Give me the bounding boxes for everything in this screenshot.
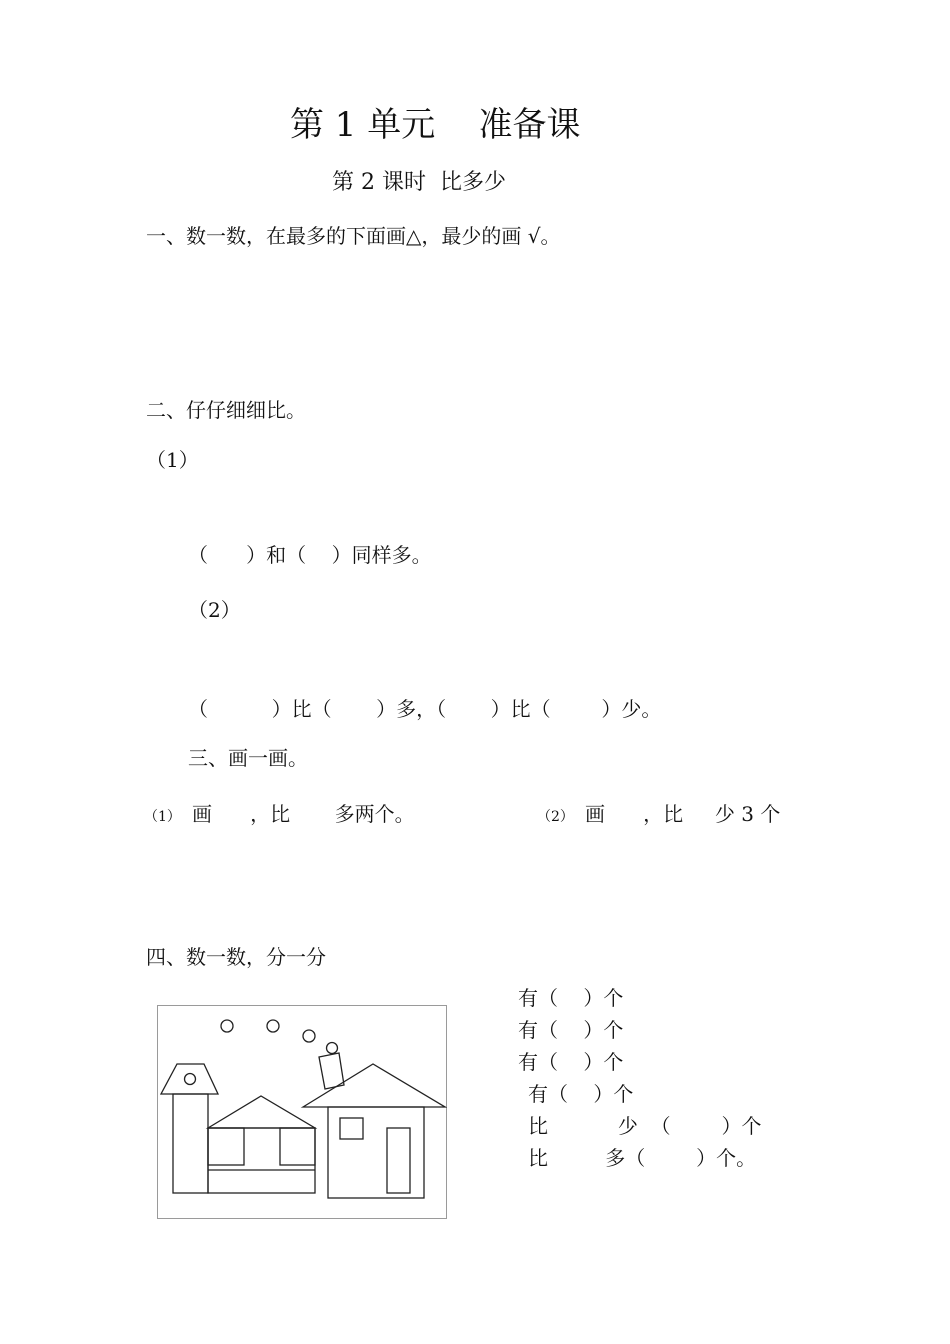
answer-line: 有（ ）个 [528,1082,634,1106]
circle-shape [185,1074,196,1085]
house-shapes-figure [157,1005,447,1219]
question-4-heading: 四、数一数，分一分 [146,945,326,969]
question-3-part-2-text: 画 ，比 少 3 个 [585,802,781,826]
window-square [280,1128,315,1165]
question-2-part-2-sentence: （ ）比（ ）多，（ ）比（ ）少。 [188,697,662,721]
circle-shape [267,1020,279,1032]
question-3-heading: 三、画一画。 [188,746,308,770]
question-1: 一、数一数，在最多的下面画△，最少的画 √。 [146,224,561,248]
circle-shape [303,1030,315,1042]
left-house-body [208,1128,315,1193]
window-square [208,1128,244,1165]
left-roof-triangle [208,1096,315,1128]
circle-shape [221,1020,233,1032]
figure-frame [158,1006,447,1219]
question-2-part-1-sentence: （ ）和（ ）同样多。 [188,543,432,567]
window-square [340,1118,363,1139]
question-2-part-2-label: （2） [188,598,241,622]
question-3-part-1-text: 画 ，比 多两个。 [192,802,415,826]
answer-line: 有（ ）个 [518,1050,624,1074]
lesson-subtitle: 第 2 课时 比多少 [332,170,506,195]
answer-line: 有（ ）个 [518,1018,624,1042]
tower-roof-trapezoid [161,1064,218,1094]
answer-line: 比 少 （ ）个 [528,1114,762,1138]
answer-line: 有（ ）个 [518,986,624,1010]
question-3-part-1-label: （1） [144,809,181,825]
question-3-part-2-label: （2） [537,809,574,825]
door-rectangle [387,1128,410,1193]
page-title: 第 1 单元 准备课 [290,105,581,145]
answer-line: 比 多（ ）个。 [528,1146,757,1170]
question-2-part-1-label: （1） [146,448,199,472]
question-2-heading: 二、仔仔细细比。 [146,398,306,422]
tower-rectangle [173,1094,208,1193]
circle-shape [327,1043,338,1054]
